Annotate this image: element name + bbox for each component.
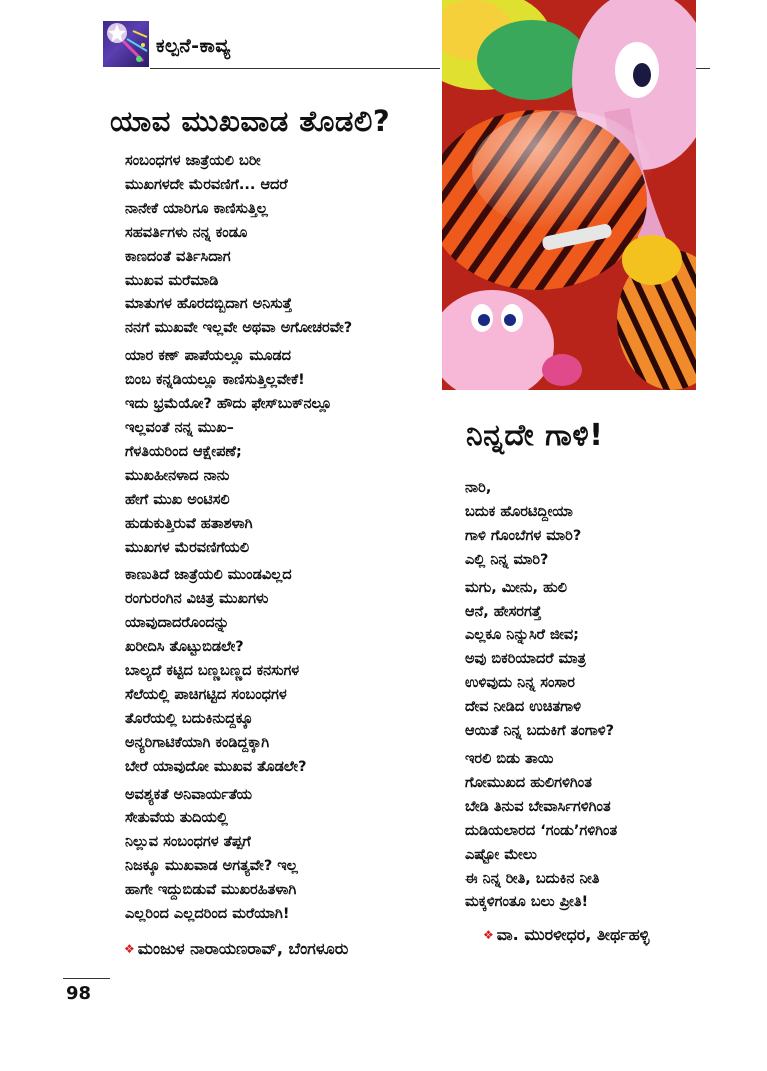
stanza [125, 345, 445, 560]
poem-line: ಯಾವುದಾದರೊಂದನ್ನು [125, 615, 230, 632]
poem-line: ಅನ್ಯರಿಗಾಟಿಕೆಯಾಗಿ ಕಂಡಿದ್ದಕ್ಕಾಗಿ [125, 734, 270, 751]
poem-line: ಸಂಬಂಧಗಳ ಜಾತ್ರೆಯಲಿ ಬರೀ [125, 153, 261, 169]
poem-body [125, 150, 445, 931]
poem-author [124, 939, 348, 959]
stanza [125, 564, 445, 779]
poem-line: ಗೆಳತಿಯರಿಂದ ಆಕ್ಷೇಪಣೆ; [125, 443, 242, 460]
poem-line: ಗೋಮುಖದ ಹುಲಿಗಳಿಗಿಂತ [465, 774, 592, 791]
poem-title: ನಿನ್ನದೇ ಗಾಳಿ! [466, 418, 604, 453]
poem-line: ಅವಶ್ಯಕತೆ ಅನಿವಾರ್ಯತೆಯ [125, 786, 253, 803]
poem-body [465, 477, 705, 919]
section-logo-icon [103, 21, 149, 67]
bullet-icon: ❖ [483, 928, 494, 942]
poem-line: ಹಾಗೇ ಇದ್ದುಬಿಡುವೆ ಮುಖರಹಿತಳಾಗಿ [125, 882, 297, 899]
header-divider-right [696, 68, 710, 69]
poem-author [483, 925, 649, 945]
poem-line: ಮಗು, ಮೀನು, ಹುಲಿ [465, 579, 567, 596]
poem-line: ಬದುಕ ಹೊರಟಿದ್ದೀಯಾ [465, 503, 573, 520]
poem-line: ಮುಖವ ಮರೆಮಾಡಿ [125, 272, 219, 289]
poem-line: ಮಾತುಗಳ ಹೊರದಬ್ಬಿದಾಗ ಅನಿಸುತ್ತೆ [125, 296, 293, 313]
stanza [125, 150, 445, 341]
poem-line: ರಂಗುರಂಗಿನ ವಿಚಿತ್ರ ಮುಖಗಳು [125, 591, 269, 608]
author-name: ವಾ. ಮುರಳೀಧರ, ತೀರ್ಥಹಳ್ಳಿ [496, 925, 650, 944]
poem-line: ದುಡಿಯಲಾರದ ‘ಗಂಡು’ಗಳಿಗಿಂತ [465, 822, 618, 839]
poem-line: ಎಲ್ಲಕೂ ನಿನ್ನುಸಿರೆ ಜೀವ; [465, 627, 579, 644]
poem-line: ನಿಲ್ಲುವ ಸಂಬಂಧಗಳ ತೆಪ್ಪಗೆ [125, 834, 251, 851]
poem-line: ನಾನೇಕೆ ಯಾರಿಗೂ ಕಾಣಿಸುತ್ತಿಲ್ಲ [125, 200, 268, 217]
poem-line: ಮಕ್ಕಳಿಗಂತೂ ಬಲು ಪ್ರೀತಿ! [465, 894, 589, 911]
poem-line: ಮುಖಗಳ ಮೆರವಣಿಗೆಯಲಿ [125, 539, 250, 556]
poem-line: ಮುಖಹೀನಳಾದ ನಾನು [125, 467, 230, 484]
poem-line: ಈ ನಿನ್ನ ರೀತಿ, ಬದುಕಿನ ನೀತಿ [465, 870, 600, 887]
poem-line: ಬಾಲ್ಯದೆ ಕಟ್ಟಿದ ಬಣ್ಣಬಣ್ಣದ ಕನಸುಗಳ [125, 663, 300, 680]
poem-line: ಇರಲಿ ಬಿಡು ತಾಯಿ [465, 750, 554, 767]
bullet-icon: ❖ [124, 942, 135, 956]
poem-line: ಬೇರೆ ಯಾವುದೋ ಮುಖವ ತೊಡಲೇ? [125, 758, 307, 775]
poem-line: ಬಿಂಬ ಕನ್ನಡಿಯಲ್ಲೂ ಕಾಣಿಸುತ್ತಿಲ್ಲವೇಕೆ! [125, 372, 305, 389]
poem-line: ನಿಜಕ್ಕೂ ಮುಖವಾಡ ಅಗತ್ಯವೇ? ಇಲ್ಲ [125, 858, 298, 875]
poem-line: ದೇವ ನೀಡಿದ ಉಚಿತಗಾಳಿ [465, 699, 581, 716]
poem-line: ಖರೀದಿಸಿ ತೊಟ್ಟುಬಿಡಲೇ? [125, 639, 244, 656]
page-number: 98 [66, 983, 92, 1004]
poem-line: ಉಳಿವುದು ನಿನ್ನ ಸಂಸಾರ [465, 675, 575, 692]
poem-line: ಕಾಣುತಿದೆ ಜಾತ್ರೆಯಲಿ ಮುಂಡವಿಲ್ಲದ [125, 567, 292, 584]
stanza [465, 748, 705, 915]
poem-line: ಎಷ್ಟೋ ಮೇಲು [465, 846, 537, 863]
poem-line: ಮುಖಗಳದೇ ಮೆರವಣಿಗೆ... ಆದರೆ [125, 176, 288, 193]
header-divider [150, 68, 440, 69]
poem-line: ಆಯಿತೆ ನಿನ್ನ ಬದುಕಿಗೆ ತಂಗಾಳಿ? [465, 723, 615, 740]
poem-line: ಹುಡುಕುತ್ತಿರುವೆ ಹತಾಶಳಾಗಿ [125, 515, 253, 532]
poem-line: ಅವು ಬಿಕರಿಯಾದರೆ ಮಾತ್ರ [465, 651, 586, 668]
poem-line: ಇದು ಭ್ರಮೆಯೋ? ಹೌದು ಫೇಸ್‌ಬುಕ್‌ನಲ್ಲೂ [125, 396, 332, 413]
poem-line: ಸಹವರ್ತಿಗಳು ನನ್ನ ಕಂಡೂ [125, 224, 248, 241]
section-title: ಕಲ್ಪನೆ-ಕಾವ್ಯ [156, 35, 231, 57]
stanza [125, 784, 445, 927]
poem-line: ಸೇತುವೆಯ ತುದಿಯಲ್ಲಿ [125, 810, 228, 827]
poem-line: ಎಲ್ಲಿ ನಿನ್ನ ಮಾರಿ? [465, 551, 549, 568]
poem-line: ಕಾಣದಂತೆ ವರ್ತಿಸಿದಾಗ [125, 248, 231, 265]
author-name: ಮಂಜುಳ ನಾರಾಯಣರಾವ್, ಬೆಂಗಳೂರು [137, 939, 349, 958]
poem-line: ನನಗೆ ಮುಖವೇ ಇಲ್ಲವೇ ಅಥವಾ ಅಗೋಚರವೇ? [125, 320, 353, 337]
poem-title: ಯಾವ ಮುಖವಾಡ ತೊಡಲಿ? [110, 104, 391, 138]
poem-line: ಇಲ್ಲವಂತೆ ನನ್ನ ಮುಖ– [125, 419, 234, 436]
inflatable-toys-photo [442, 0, 696, 390]
poem-line: ಆನೆ, ಹೇಸರಗತ್ತೆ [465, 603, 542, 620]
poem-line: ಬೇಡಿ ತಿನುವ ಬೇವಾರ್ಸಿಗಳಿಗಿಂತ [465, 798, 611, 815]
footer-divider [63, 978, 110, 979]
poem-line: ನಾರಿ, [465, 480, 492, 496]
poem-line: ಎಲ್ಲರಿಂದ ಎಲ್ಲದರಿಂದ ಮರೆಯಾಗಿ! [125, 906, 290, 923]
poem-line: ಯಾರ ಕಣ್ ಪಾಪೆಯಲ್ಲೂ ಮೂಡದ [125, 348, 292, 365]
poem-line: ಹೇಗೆ ಮುಖ ಅಂಟಿಸಲಿ [125, 491, 230, 508]
poem-line: ತೊರೆಯಲ್ಲಿ ಬದುಕಿನುದ್ದಕ್ಕೂ [125, 710, 253, 727]
poem-line: ಸೆಲೆಯಲ್ಲಿ ಪಾಚಿಗಟ್ಟಿದ ಸಂಬಂಧಗಳ [125, 686, 287, 703]
stanza [465, 577, 705, 744]
stanza [465, 477, 705, 573]
poem-line: ಗಾಳಿ ಗೊಂಬೆಗಳ ಮಾರಿ? [465, 527, 582, 544]
